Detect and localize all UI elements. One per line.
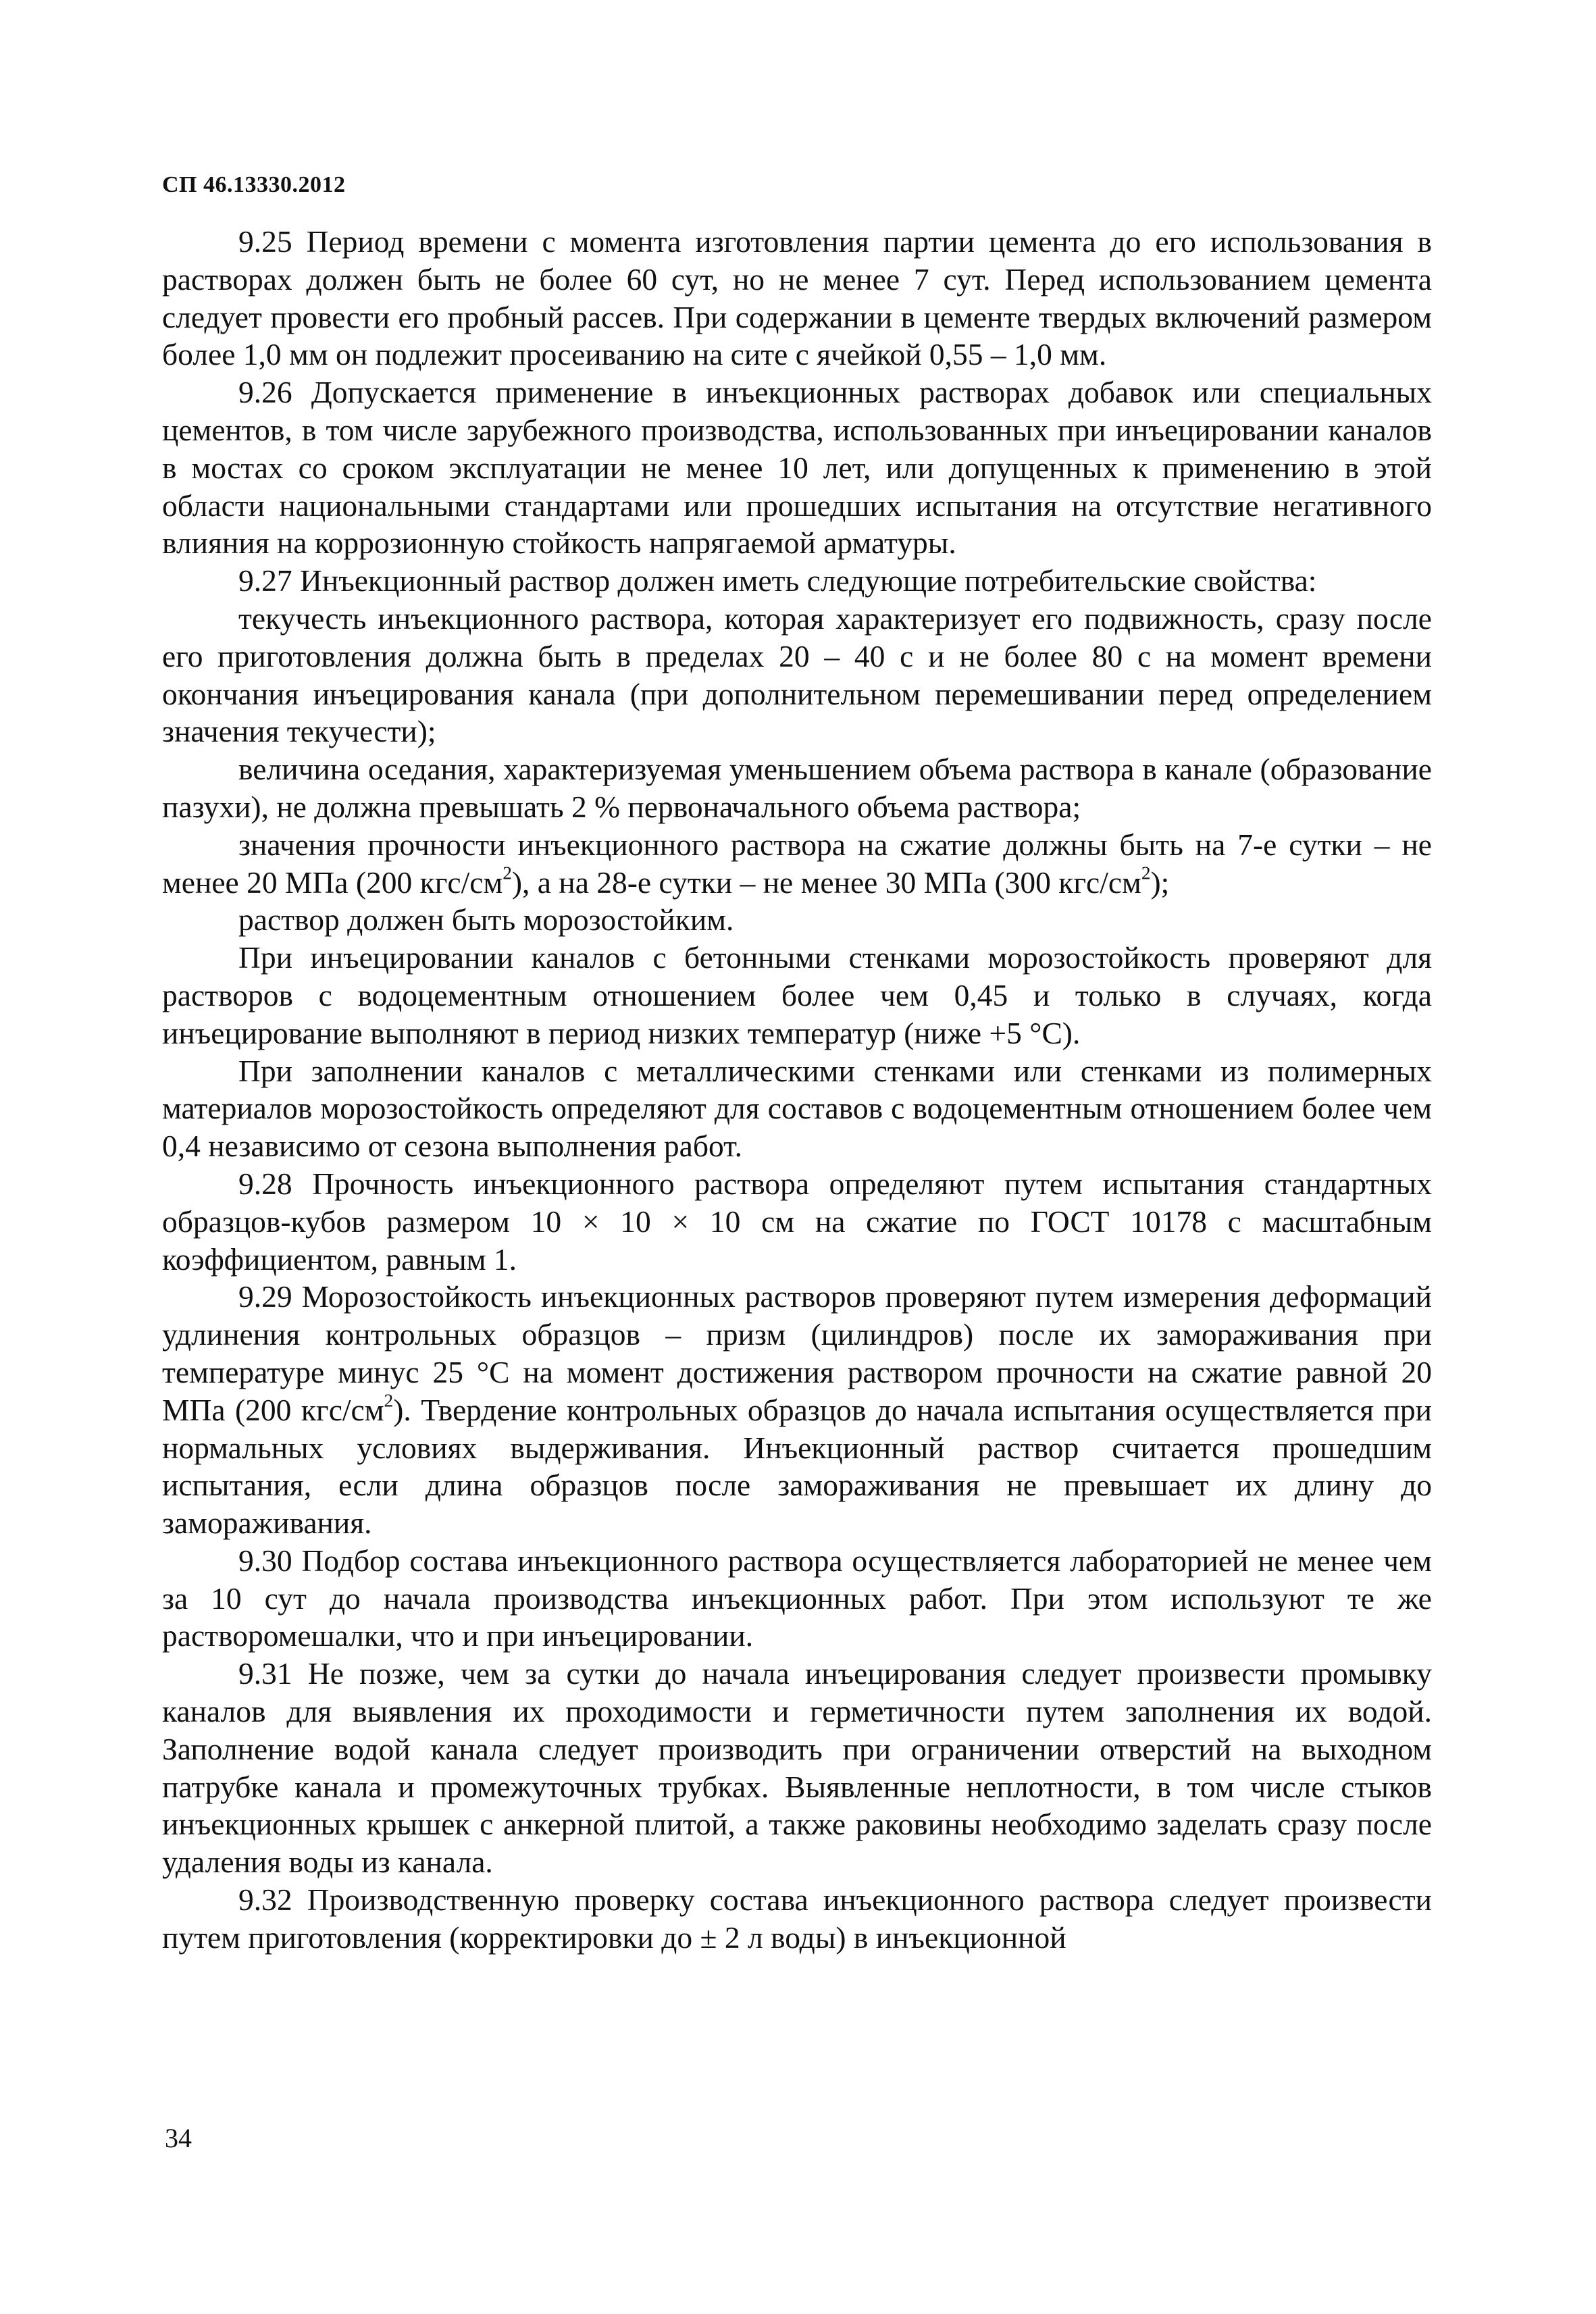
paragraph-9-25: 9.25 Период времени с момента изготовления партии цемента до его использования в растворах должен быть не более 60 сут, но не менее 7 сут. Перед использованием цемента следует провести его пробный рассев. При содержании в цементе твердых включений размером более 1,0 мм он подлежит просеиванию на сите с ячейкой 0,55 – 1,0 мм. [162,224,1432,372]
paragraph-9-29 [162,1278,1432,1542]
paragraph-metal-channels: При заполнении каналов с металлическими стенками или стенками из полимерных материалов морозостойкость определяют для составов с водоцементным отношением более чем 0,4 независимо от сезона выполнения работ. [162,1053,1432,1164]
strength-text-2: ), а на 28-е сутки – не менее 30 МПа (300 кгс/см [511,865,1141,900]
paragraph-frost-resistant: раствор должен быть морозостойким. [238,902,734,937]
paragraph-9-26: 9.26 Допускается применение в инъекционных растворах добавок или специальных цементов, в том числе зарубежного производства, использованных при инъецировании каналов в мостах со сроком эксплуатации не менее 10 лет, или допущенных к применению в этой области национальными стандартами или прошедших испытания на отсутствие негативного влияния на коррозионную стойкость напрягаемой арматуры. [162,375,1432,561]
paragraph-9-31: 9.31 Не позже, чем за сутки до начала инъецирования следует произвести промывку каналов для выявления их проходимости и герметичности путем заполнения их водой. Заполнение водой канала следует производить при ограничении отверстий на выходном патрубке канала и промежуточных трубках. Выявленные неплотности, в том числе стыков инъекционных крышек с анкерной плитой, а также раковины необходимо заделать сразу после удаления воды из канала. [162,1656,1432,1880]
paragraph-concrete-channels: При инъецировании каналов с бетонными стенками морозостойкость проверяют для растворов с водоцементным отношением более чем 0,45 и только в случаях, когда инъецирование выполняют в период низких температур (ниже +5 °С). [162,940,1432,1050]
paragraph-9-27: 9.27 Инъекционный раствор должен иметь следующие потребительские свойства: [238,563,1317,598]
strength-sup-2: 2 [1141,863,1151,883]
paragraph-fluidity: текучесть инъекционного раствора, которая характеризует его подвижность, сразу после его приготовления должна быть в пределах 20 – 40 с и не более 80 с на момент времени окончания инъецирования канала (при дополнительном перемешивании перед определением значения текучести); [162,600,1432,749]
paragraph-settling: величина оседания, характеризуемая уменьшением объема раствора в канале (образование пазухи), не должна превышать 2 % первоначального объема раствора; [162,752,1432,824]
frost-text-2: ). Твердение контрольных образцов до начала испытания осуществляется при нормальных условиях выдерживания. Инъекционный раствор считается прошедшим испытания, если длина образцов после замораживания не превышает их длину до замораживания. [162,1392,1432,1541]
page-number: 34 [165,2123,192,2153]
document-body [162,223,1432,1957]
paragraph-9-28: 9.28 Прочность инъекционного раствора определяют путем испытания стандартных образцов-кубов размером 10 × 10 × 10 см на сжатие по ГОСТ 10178 с масштабным коэффициентом, равным 1. [162,1166,1432,1277]
paragraph-strength [162,826,1432,902]
frost-text-1: 9.29 Морозостойкость инъекционных растворов проверяют путем измерения деформаций удлинения контрольных образцов – призм (цилиндров) после их замораживания при температуре минус 25 °С на момент достижения раствором прочности на сжатие равной 20 МПа (200 кгс/см [162,1279,1432,1427]
frost-sup-1: 2 [384,1390,394,1411]
paragraph-9-32: 9.32 Производственную проверку состава инъекционного раствора следует произвести путем приготовления (корректировки до ± 2 л воды) в инъекционной [162,1882,1432,1955]
paragraph-9-30: 9.30 Подбор состава инъекционного раствора осуществляется лабораторией не менее чем за 10 сут до начала производства инъекционных работ. При этом используют те же растворомешалки, что и при инъецировании. [162,1543,1432,1653]
strength-text-3: ); [1150,865,1170,900]
document-code-header: СП 46.13330.2012 [162,172,346,197]
strength-sup-1: 2 [503,863,512,883]
strength-text-1: значения прочности инъекционного раствора на сжатие должны быть на 7-е сутки – не менее 20 МПа (200 кгс/см [162,827,1432,900]
